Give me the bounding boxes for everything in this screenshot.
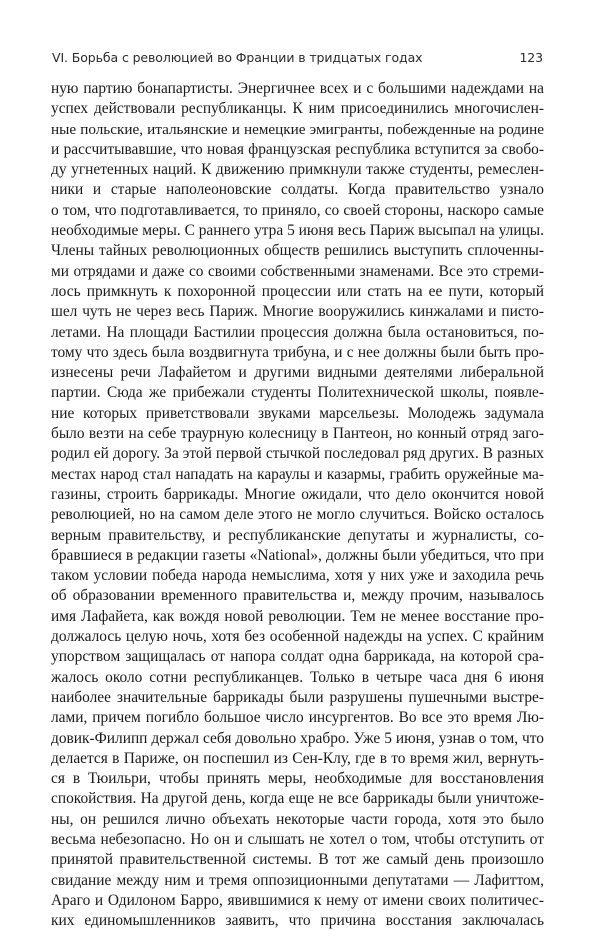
text-line: лами, причем погибло большое число инсургентов. Во все это время Лю- [51,709,544,727]
text-line: бравшиеся в редакции газеты «National», должны были убедиться, что при [51,546,544,564]
text-line: имя Лафайета, как вождя новой революции. Тем не менее восстание про- [51,607,544,625]
text-line: ные польские, итальянские и немецкие эмигранты, побежденные на родине [51,120,544,138]
text-line: лось примкнуть к похоронной процессии или стать на ее пути, который [51,282,544,300]
text-line: газины, строить баррикады. Многие ожидали, что дело окончится новой [51,485,544,503]
text-line: Араго и Одилоном Барро, явившимися к нему от имени своих политичес- [51,891,544,909]
text-line: революцией, но на самом деле этого не могло случиться. Войско осталось [51,506,544,524]
text-line: ких единомышленников заявить, что причина восстания заключалась [51,912,544,930]
text-line: наиболее значительные баррикады были разрушены пушечными выстре- [51,688,544,706]
text-line: ми отрядами и даже со своими собственными знаменами. Все это стреми- [51,262,544,280]
text-line: ние которых приветствовали звуками марсельезы. Молодежь задумала [51,404,544,422]
text-line: жалось около сотни республиканцев. Только в четыре часа дня 6 июня [51,668,544,686]
text-line: ны, он решился лично объехать некоторые части города, хотя это было [51,810,544,828]
text-line: было везти на себе траурную колесницу в Пантеон, но конный отряд заго- [51,425,544,443]
text-line: ся в Тюильри, чтобы принять меры, необходимые для восстановления [51,770,544,788]
text-line: об образовании временного правительства и, между прочим, называлось [51,587,544,605]
text-line: ную партию бонапартисты. Энергичнее всех и с большими надеждами на [51,80,544,97]
text-line: родил ей дорогу. За этой первой стычкой последовал ряд других. В разных [51,445,544,463]
chapter-title: VI. Борьба с революцией во Франции в тридцатых годах [52,50,423,65]
page-number: 123 [519,50,543,65]
running-head [52,50,543,70]
text-line: и рассчитывавшие, что новая французская республика вступится за свобо- [51,140,544,158]
text-line: спокойствия. На другой день, когда еще не все баррикады были уничтоже- [51,790,544,808]
text-line: весьма небезопасно. Но он и слышать не хотел о том, чтобы отступить от [51,830,544,848]
text-line: Члены тайных революционных обществ решились выступить сплоченны- [51,242,544,260]
text-line: успех действовали республиканцы. К ним присоединились многочислен- [51,100,544,118]
text-line: шел чуть не через весь Париж. Многие вооружились кинжалами и писто- [51,303,544,321]
text-line: ники и старые наполеоновские солдаты. Когда правительство узнало [51,181,544,199]
text-line: делается в Париже, он поспешил из Сен-Клу, где в то время жил, вернуть- [51,749,544,767]
text-line: принятой правительственной системы. В тот же самый день произошло [51,851,544,869]
text-line: ду угнетенных наций. К движению примкнули также студенты, ремеслен- [51,161,544,179]
text-line: изнесены речи Лафайетом и другими видными деятелями либеральной [51,364,544,382]
text-line: необходимые меры. С раннего утра 5 июня весь Париж высыпал на улицы. [51,222,544,240]
body-text [51,79,544,931]
text-line: таком условии победа народа немыслима, хотя у них уже и заходила речь [51,567,544,585]
text-line: свидание между ним и тремя оппозиционными депутатами — Лафиттом, [51,871,544,889]
text-line: тому что здесь была воздвигнута трибуна, и с нее должны были быть про- [51,343,544,361]
text-line: упорством защищалась от напора солдат одна баррикада, на которой сра- [51,648,544,666]
text-line: о том, что подготавливается, то приняло, со своей стороны, наскоро самые [51,201,544,219]
text-line: довик-Филипп держал себя довольно храбро. Уже 5 июня, узнав о том, что [51,729,544,747]
text-line: должалось целую ночь, хотя без особенной надежды на успех. С крайним [51,628,544,646]
text-line: летами. На площади Бастилии процессия должна была остановиться, по- [51,323,544,341]
text-line: партии. Сюда же прибежали студенты Политехнической школы, появле- [51,384,544,402]
text-line: верным правительству, и республиканские депутаты и журналисты, со- [51,526,544,544]
text-line: местах народ стал нападать на караулы и казармы, грабить оружейные ма- [51,465,544,483]
